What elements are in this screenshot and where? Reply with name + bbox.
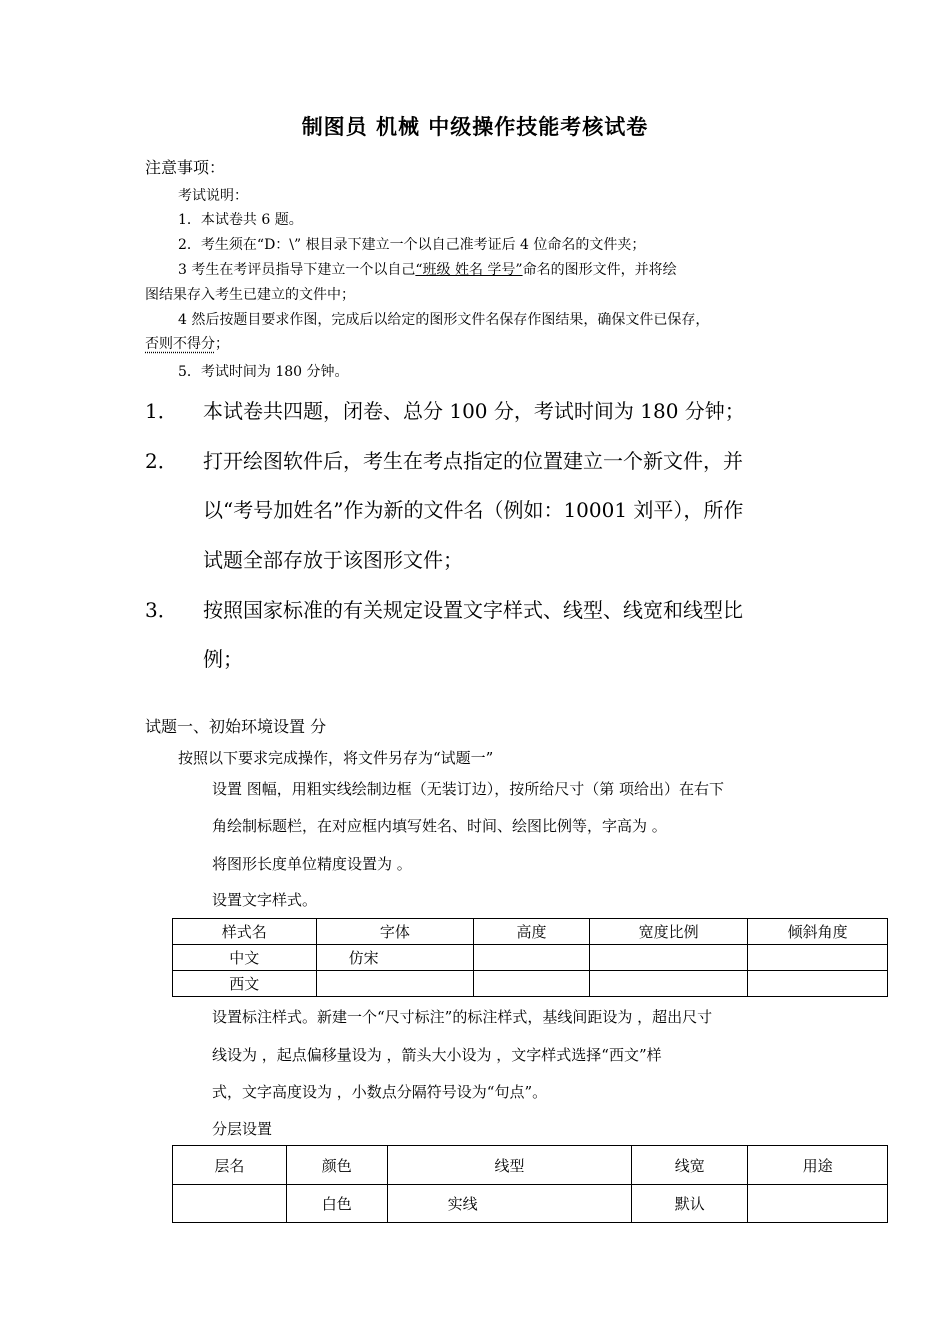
rule-3-line-1: 按照国家标准的有关规定设置文字样式、线型、线宽和线型比	[203, 598, 743, 622]
rule-2-line-3: 试题全部存放于该图形文件；	[203, 548, 463, 572]
table-row	[173, 945, 888, 971]
table-cell	[748, 971, 888, 997]
notice-item-3	[178, 259, 677, 279]
notice-item-5: 5．考试时间为 180 分钟。	[178, 364, 349, 380]
section-1-para-1-line-2: 角绘制标题栏，在对应框内填写姓名、时间、绘图比例等，字高为 。	[212, 817, 667, 835]
table-cell	[748, 945, 888, 971]
notice-item-2: 2．考生须在“D：\” 根目录下建立一个以自己准考证后 4 位命名的文件夹；	[178, 237, 646, 253]
table-cell: 仿宋	[316, 945, 474, 971]
notice-item-4-end: ；	[215, 336, 229, 352]
section-1-heading: 试题一、初始环境设置 分	[145, 717, 327, 736]
notice-label: 注意事项：	[145, 158, 226, 177]
section-1-para-4-line-3: 式，文字高度设为 ，小数点分隔符号设为“句点”。	[212, 1083, 548, 1101]
rule-2-number: 2．	[145, 449, 178, 473]
rule-1-number: 1．	[145, 399, 178, 423]
table-cell	[474, 971, 590, 997]
table-cell: 默认	[632, 1185, 748, 1223]
section-1-para-5: 分层设置	[212, 1120, 273, 1138]
section-1-intro: 按照以下要求完成操作，将文件另存为“试题一”	[178, 749, 494, 767]
notice-item-4-line-2	[145, 333, 229, 353]
exam-description-label: 考试说明：	[178, 188, 248, 204]
text-style-table	[172, 918, 888, 997]
notice-item-3-post: 命名的图形文件，并将绘	[522, 262, 677, 278]
section-1-para-1-line-1: 设置 图幅，用粗实线绘制边框（无装订边），按所给尺寸（第 项给出）在右下	[212, 780, 725, 798]
section-1-para-4-line-2: 线设为 ，起点偏移量设为 ，箭头大小设为 ，文字样式选择“西文”样	[212, 1046, 662, 1064]
table-header-cell: 颜色	[286, 1146, 387, 1185]
notice-item-3-pre: 3 考生在考评员指导下建立一个以自己	[178, 262, 416, 278]
table-cell	[316, 971, 474, 997]
notice-item-3-underlined: “班级 姓名 学号”	[415, 262, 523, 278]
table-header-cell: 样式名	[173, 919, 317, 945]
table-header-cell: 用途	[748, 1146, 888, 1185]
table-cell: 白色	[286, 1185, 387, 1223]
rule-3-number: 3．	[145, 598, 178, 622]
section-1-para-2: 将图形长度单位精度设置为 。	[212, 855, 412, 873]
table-header-cell: 宽度比例	[589, 919, 748, 945]
rule-2-line-1: 打开绘图软件后，考生在考点指定的位置建立一个新文件，并	[203, 449, 743, 473]
table-row	[173, 1185, 888, 1223]
notice-item-4: 4 然后按题目要求作图，完成后以给定的图形文件名保存作图结果，确保文件已保存，	[178, 312, 710, 328]
notice-item-4-emphasis: 否则不得分	[145, 336, 215, 352]
rule-1-text: 本试卷共四题，闭卷、总分 100 分，考试时间为 180 分钟；	[203, 399, 745, 423]
text-style-table-header	[173, 919, 888, 945]
table-cell	[589, 945, 748, 971]
table-header-cell: 倾斜角度	[748, 919, 888, 945]
notice-item-1: 1．本试卷共 6 题。	[178, 212, 303, 228]
rule-2-line-2: 以“考号加姓名”作为新的文件名（例如：10001 刘平），所作	[203, 498, 744, 522]
page-title: 制图员 机械 中级操作技能考核试卷	[301, 115, 649, 139]
table-header-cell: 层名	[173, 1146, 287, 1185]
table-header-cell: 字体	[316, 919, 474, 945]
table-cell	[173, 1185, 287, 1223]
table-header-cell: 线型	[387, 1146, 632, 1185]
section-1-para-3: 设置文字样式。	[212, 891, 318, 909]
table-cell: 实线	[387, 1185, 632, 1223]
table-cell: 中文	[173, 945, 317, 971]
section-1-para-4-line-1: 设置标注样式。新建一个“尺寸标注”的标注样式，基线间距设为 ，超出尺寸	[212, 1008, 713, 1026]
table-cell: 西文	[173, 971, 317, 997]
table-cell	[589, 971, 748, 997]
layer-table	[172, 1145, 888, 1223]
table-header-cell: 线宽	[632, 1146, 748, 1185]
table-header-cell: 高度	[474, 919, 590, 945]
table-row	[173, 971, 888, 997]
rule-3-line-2: 例；	[203, 647, 243, 671]
notice-item-3-line-2: 图结果存入考生已建立的文件中；	[145, 287, 355, 303]
layer-table-header	[173, 1146, 888, 1185]
table-cell	[474, 945, 590, 971]
table-cell	[748, 1185, 888, 1223]
